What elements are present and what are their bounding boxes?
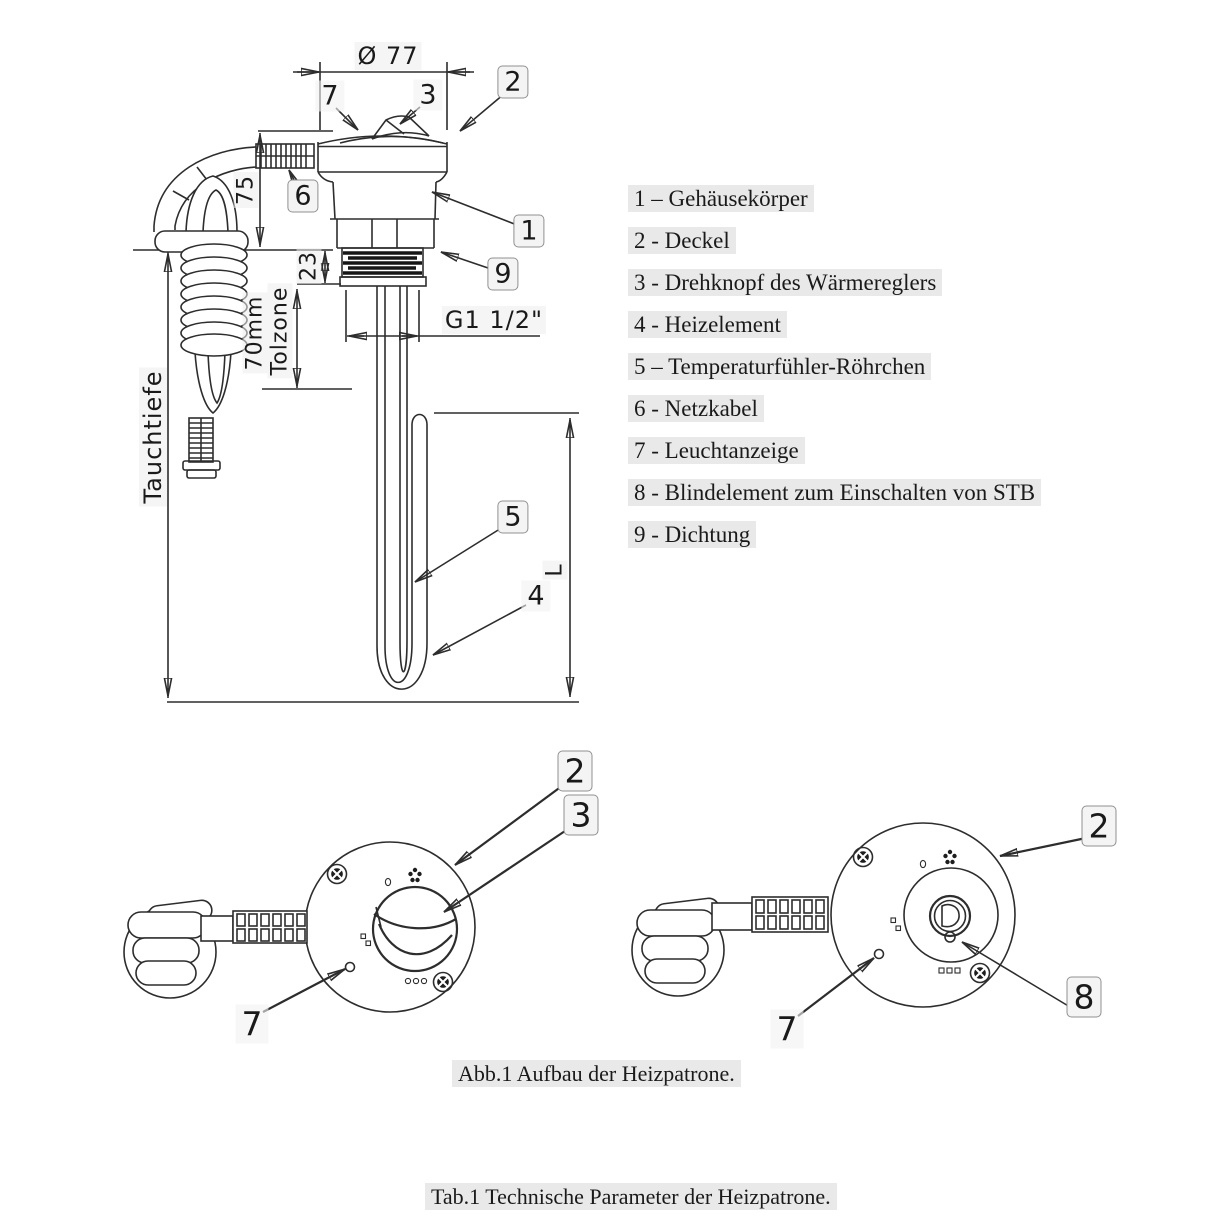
legend-item-9: 9 - Dichtung [628, 521, 1041, 549]
dimension-70mm: 70mm [243, 293, 268, 374]
callout-1-gehaeuse: 1 [513, 215, 544, 248]
dimension-length-l: L [543, 560, 568, 579]
callout-right-7-leuchte: 7 [771, 1010, 804, 1049]
dimension-75: 75 [234, 172, 259, 208]
legend-item-4: 4 - Heizelement [628, 311, 1041, 339]
legend-item-6: 6 - Netzkabel [628, 395, 1041, 423]
figure-caption: Abb.1 Aufbau der Heizpatrone. [452, 1061, 741, 1087]
callout-right-2-deckel: 2 [1082, 806, 1117, 847]
callout-9-dichtung: 9 [487, 258, 518, 291]
parts-legend [628, 185, 1041, 563]
legend-item-8: 8 - Blindelement zum Einschalten von STB [628, 479, 1041, 507]
legend-item-5: 5 – Temperaturfühler-Röhrchen [628, 353, 1041, 381]
dimension-diameter: Ø 77 [354, 42, 421, 70]
callout-5-fuehler: 5 [497, 501, 528, 534]
callout-left-2-deckel: 2 [558, 751, 593, 792]
main-assembly-drawing [133, 62, 579, 702]
dimension-23: 23 [297, 248, 322, 284]
legend-item-2: 2 - Deckel [628, 227, 1041, 255]
bottom-view-with-knob [124, 783, 571, 1012]
callout-6-netzkabel: 6 [287, 180, 318, 213]
callout-left-3-drehknopf: 3 [564, 795, 599, 836]
callout-right-8-blind: 8 [1067, 977, 1102, 1018]
dimension-tolzone: Tolzone [268, 284, 293, 379]
callout-2-deckel: 2 [497, 66, 528, 99]
legend-item-7: 7 - Leuchtanzeige [628, 437, 1041, 465]
dimension-thread-size: G1 1/2" [442, 306, 546, 334]
callout-3-drehknopf: 3 [413, 80, 442, 111]
callout-4-heizelement: 4 [521, 581, 550, 612]
callout-7-leuchtanzeige: 7 [315, 81, 344, 112]
bottom-view-with-blind-element [632, 823, 1086, 1016]
dimension-tauchtiefe: Tauchtiefe [139, 367, 167, 506]
legend-item-3: 3 - Drehknopf des Wärmereglers [628, 269, 1041, 297]
table-caption: Tab.1 Technische Parameter der Heizpatrone. [425, 1184, 837, 1210]
legend-item-1: 1 – Gehäusekörper [628, 185, 1041, 213]
callout-left-7-leuchte: 7 [236, 1005, 269, 1044]
